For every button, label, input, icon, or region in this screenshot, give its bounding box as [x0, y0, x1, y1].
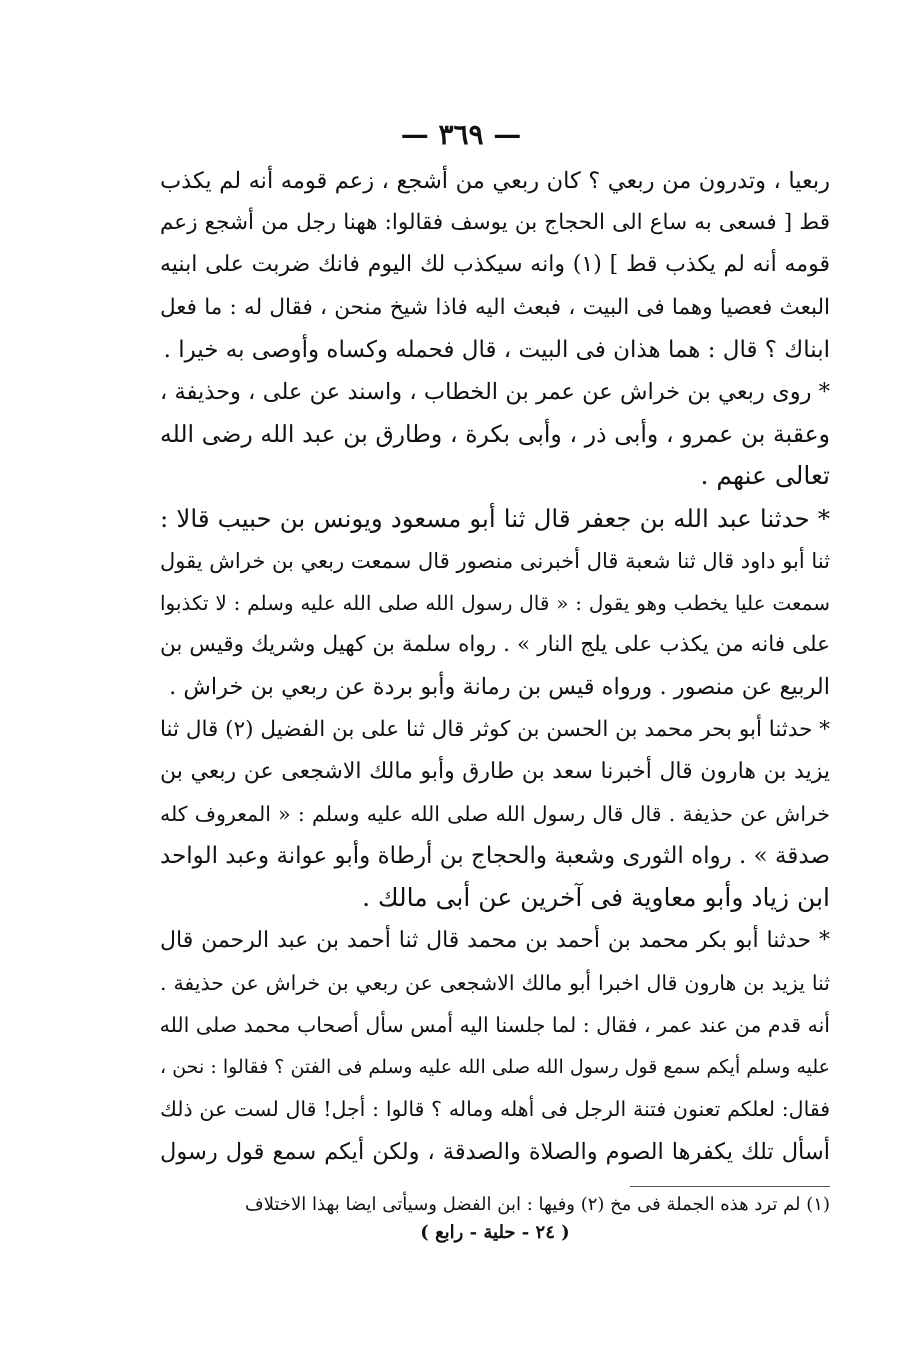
text-line: ابناك ؟ قال : هما هذان فى البيت ، قال فحمله وكساه وأوصى به خيرا . [163, 336, 830, 363]
text-line: وعقبة بن عمرو ، وأبى ذر ، وأبى بكرة ، وطارق بن عبد الله رضى الله [160, 420, 830, 449]
page-number: — ٣٦٩ — [400, 118, 522, 151]
text-line: ربعيا ، وتدرون من ربعي ؟ كان ربعي من أشجع ، زعم قومه أنه لم يكذب [160, 168, 830, 194]
paragraph-2 [160, 371, 830, 498]
text-line: على فانه من يكذب على يلج النار » . رواه سلمة بن كهيل وشريك وقيس بن [160, 632, 830, 658]
text-line: * حدثنا عبد الله بن جعفر قال ثنا أبو مسعود ويونس بن حبيب قالا : [160, 503, 830, 533]
body-text [160, 160, 830, 1173]
text-line: تعالى عنهم . [700, 461, 830, 491]
signature-mark: ( ٢٤ - حلية - رابع ) [420, 1222, 570, 1243]
text-line: ثنا يزيد بن هارون قال اخبرا أبو مالك الاشجعى عن ربعي بن خراش عن حذيفة . [160, 970, 830, 995]
footnotes [160, 1192, 830, 1246]
text-line: عليه وسلم أيكم سمع قول رسول الله صلى الله عليه وسلم فى الفتن ؟ فقالوا : نحن ، [160, 1056, 830, 1079]
paragraph-5 [160, 920, 830, 1173]
text-line: يزيد بن هارون قال أخبرنا سعد بن طارق وأبو مالك الاشجعى عن ربعي بن [160, 758, 830, 784]
text-line: البعث فعصيا وهما فى البيت ، فبعث اليه فاذا شيخ منحن ، فقال له : ما فعل [160, 294, 830, 320]
footnote-divider [630, 1186, 830, 1187]
text-line: ثنا أبو داود قال ثنا شعبة قال أخبرنى منصور قال سمعت ربعي بن خراش يقول [160, 548, 830, 573]
text-line: أنه قدم من عند عمر ، فقال : لما جلسنا اليه أمس سأل أصحاب محمد صلى الله [159, 1013, 830, 1038]
footnote-row: (١) لم ترد هذه الجملة فى مخ (٢) وفيها : ابن الفضل وسيأتى ايضا بهذا الاختلاف [245, 1194, 830, 1215]
text-line: * روى ربعي بن خراش عن عمر بن الخطاب ، واسند عن على ، وحذيفة ، [160, 379, 830, 406]
paragraph-4 [160, 709, 830, 920]
text-line: * حدثنا أبو بكر محمد بن أحمد بن محمد قال ثنا أحمد بن عبد الرحمن قال [160, 927, 830, 953]
text-line: خراش عن حذيفة . قال قال رسول الله صلى الله عليه وسلم : « المعروف كله [160, 802, 830, 827]
text-line: صدقة » . رواه الثورى وشعبة والحجاج بن أرطاة وأبو عوانة وعبد الواحد [160, 843, 830, 870]
text-line: * حدثنا أبو بحر محمد بن الحسن بن كوثر قال ثنا على بن الفضيل (٢) قال ثنا [160, 716, 830, 742]
text-line: قط [ فسعى به ساع الى الحجاج بن يوسف فقالوا: ههنا رجل من أشجع زعم [160, 210, 830, 236]
text-line: الربيع عن منصور . ورواه قيس بن رمانة وأبو بردة عن ربعي بن خراش . [169, 674, 830, 701]
text-line: فقال: لعلكم تعنون فتنة الرجل فى أهله وماله ؟ قالوا : أجل! قال لست عن ذلك [160, 1097, 830, 1122]
text-line: سمعت عليا يخطب وهو يقول : « قال رسول الله صلى الله عليه وسلم : لا تكذبوا [160, 591, 830, 616]
text-line: ابن زياد وأبو معاوية فى آخرين عن أبى مالك . [362, 883, 830, 913]
paragraph-3 [160, 498, 830, 709]
paragraph-1 [160, 160, 830, 371]
text-line: أسأل تلك يكفرها الصوم والصلاة والصدقة ، ولكن أيكم سمع قول رسول [160, 1138, 830, 1165]
text-line: قومه أنه لم يكذب قط ] (١) وانه سيكذب لك اليوم فانك ضربت على ابنيه [160, 252, 830, 278]
